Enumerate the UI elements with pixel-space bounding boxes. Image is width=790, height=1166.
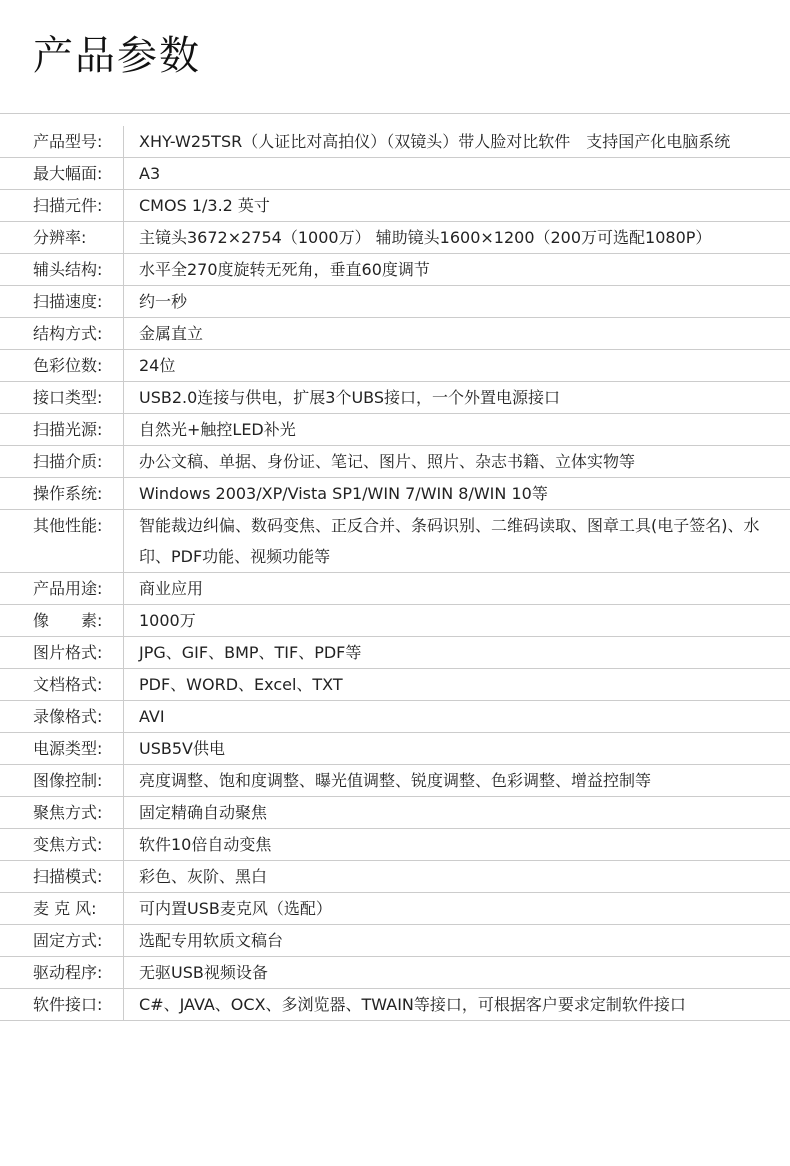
spec-row-zoom [0,829,790,861]
spec-value: 彩色、灰阶、黑白 [139,867,268,886]
spec-value: 无驱USB视频设备 [139,963,268,982]
spec-row-interface [0,382,790,414]
spec-value: 软件10倍自动变焦 [139,835,272,854]
spec-label: 电源类型: [0,733,124,764]
spec-label: 像 素: [0,605,124,636]
spec-label: 操作系统: [0,478,124,509]
spec-value: XHY-W25TSR（人证比对高拍仪）（双镜头）带人脸对比软件 支持国产化电脑系统 [139,132,731,151]
spec-row-os [0,478,790,510]
spec-row-software-interface [0,989,790,1021]
spec-row-structure [0,318,790,350]
spec-value: USB5V供电 [139,739,225,758]
spec-label: 扫描模式: [0,861,124,892]
spec-value: 自然光+触控LED补光 [139,420,296,439]
spec-value: 亮度调整、饱和度调整、曝光值调整、锐度调整、色彩调整、增益控制等 [139,771,652,790]
spec-value: 主镜头3672×2754（1000万） 辅助镜头1600×1200（200万可选配1080P） [139,228,712,247]
spec-row-video-format [0,701,790,733]
spec-value: 约一秒 [139,292,188,311]
spec-value: AVI [139,707,165,726]
spec-value: 水平全270度旋转无死角，垂直60度调节 [139,260,430,279]
spec-label: 录像格式: [0,701,124,732]
spec-value: C#、JAVA、OCX、多浏览器、TWAIN等接口，可根据客户要求定制软件接口 [139,995,686,1014]
spec-label: 扫描元件: [0,190,124,221]
spec-row-pixels [0,605,790,637]
spec-value: A3 [139,164,161,183]
spec-label: 文档格式: [0,669,124,700]
spec-row-media [0,446,790,478]
spec-row-focus [0,797,790,829]
spec-row-sensor [0,190,790,222]
spec-row-microphone [0,893,790,925]
spec-row-color-depth [0,350,790,382]
spec-row-power [0,733,790,765]
spec-value: 金属直立 [139,324,204,343]
spec-row-max-size [0,158,790,190]
spec-label: 产品型号: [0,126,124,157]
spec-row-mounting [0,925,790,957]
spec-label: 扫描速度: [0,286,124,317]
spec-value: CMOS 1/3.2 英寸 [139,196,270,215]
spec-row-resolution [0,222,790,254]
spec-row-aux-head [0,254,790,286]
spec-value: 办公文稿、单据、身份证、笔记、图片、照片、杂志书籍、立体实物等 [139,452,636,471]
spec-value: 24位 [139,356,176,375]
spec-label: 图片格式: [0,637,124,668]
spec-label: 最大幅面: [0,158,124,189]
spec-row-other-features [0,510,790,573]
spec-label: 变焦方式: [0,829,124,860]
spec-value: Windows 2003/XP/Vista SP1/WIN 7/WIN 8/WIN 10等 [139,484,548,503]
spec-value: PDF、WORD、Excel、TXT [139,675,343,694]
spec-row-scan-speed [0,286,790,318]
spec-value: 可内置USB麦克风（选配） [139,899,332,918]
spec-label: 色彩位数: [0,350,124,381]
page-title: 产品参数 [33,33,201,79]
spec-label: 驱动程序: [0,957,124,988]
spec-label: 扫描光源: [0,414,124,445]
spec-label: 软件接口: [0,989,124,1020]
spec-label: 辅头结构: [0,254,124,285]
spec-value: 商业应用 [139,579,204,598]
spec-row-image-control [0,765,790,797]
spec-label: 其他性能: [0,510,124,572]
spec-label: 接口类型: [0,382,124,413]
spec-row-image-format [0,637,790,669]
spec-row-document-format [0,669,790,701]
spec-value: USB2.0连接与供电，扩展3个UBS接口，一个外置电源接口 [139,388,561,407]
spec-row-scan-mode [0,861,790,893]
spec-value: 固定精确自动聚焦 [139,803,268,822]
spec-row-driver [0,957,790,989]
spec-row-light-source [0,414,790,446]
spec-label: 图像控制: [0,765,124,796]
spec-value: JPG、GIF、BMP、TIF、PDF等 [139,643,362,662]
spec-row-usage [0,573,790,605]
spec-value: 选配专用软质文稿台 [139,931,284,950]
spec-row-model [0,114,790,158]
spec-value: 智能裁边纠偏、数码变焦、正反合并、条码识别、二维码读取、图章工具(电子签名)、水印、PDF功能、视频功能等 [139,516,760,566]
spec-label: 分辨率: [0,222,124,253]
spec-value: 1000万 [139,611,196,630]
spec-label: 麦 克 风: [0,893,124,924]
spec-label: 产品用途: [0,573,124,604]
spec-label: 固定方式: [0,925,124,956]
spec-label: 结构方式: [0,318,124,349]
spec-label: 扫描介质: [0,446,124,477]
spec-table [0,113,790,1021]
spec-label: 聚焦方式: [0,797,124,828]
